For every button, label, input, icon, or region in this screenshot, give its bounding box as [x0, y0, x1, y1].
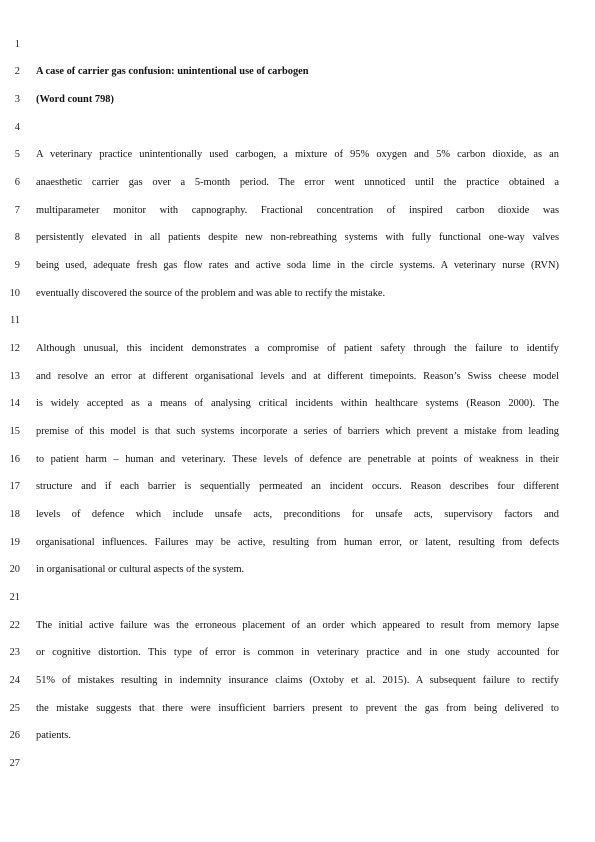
line-10: [0, 286, 595, 302]
line-number: 19: [9, 537, 20, 548]
line-9: [0, 258, 595, 274]
line-number: 13: [9, 371, 20, 382]
line-25: [0, 701, 595, 717]
body-text-line: levels of defence which include unsafe acts, preconditions for unsafe acts, supervisory factors and: [36, 509, 559, 520]
line-1: [0, 37, 595, 53]
line-number: 6: [14, 177, 20, 188]
body-text-line: premise of this model is that such systems incorporate a series of barriers which prevent a mistake from leading: [36, 426, 559, 437]
line-8: [0, 230, 595, 246]
line-21: [0, 590, 595, 606]
line-17: [0, 479, 595, 495]
line-4: [0, 120, 595, 136]
line-number: 8: [14, 232, 20, 243]
body-text-line: anaesthetic carrier gas over a 5-month period. The error went unnoticed until the practice obtained a: [36, 177, 559, 188]
body-text-line: or cognitive distortion. This type of error is common in veterinary practice and in one study accounted for: [36, 647, 559, 658]
body-text-line: structure and if each barrier is sequentially permeated an incident occurs. Reason describes four different: [36, 481, 559, 492]
line-16: [0, 452, 595, 468]
line-18: [0, 507, 595, 523]
word-count: (Word count 798): [36, 94, 114, 105]
line-27: [0, 756, 595, 772]
line-number: 20: [9, 564, 20, 575]
line-number: 7: [14, 205, 20, 216]
line-number: 25: [9, 703, 20, 714]
line-24: [0, 673, 595, 689]
body-text-line: to patient harm – human and veterinary. These levels of defence are penetrable at points of weakness in their: [36, 454, 559, 465]
line-number: 14: [9, 398, 20, 409]
line-number: 5: [14, 149, 20, 160]
body-text-line: the mistake suggests that there were insufficient barriers present to prevent the gas from being delivered to: [36, 703, 559, 714]
line-2: [0, 64, 595, 80]
line-22: [0, 618, 595, 634]
line-number: 12: [9, 343, 20, 354]
body-text-line: persistently elevated in all patients despite new non-rebreathing systems with fully functional one-way valves: [36, 232, 559, 243]
line-number: 15: [9, 426, 20, 437]
line-11: [0, 313, 595, 329]
line-number: 27: [9, 758, 20, 769]
body-text-line: being used, adequate fresh gas flow rates and active soda lime in the circle systems. A veterinary nurse (RVN): [36, 260, 559, 271]
line-number: 24: [9, 675, 20, 686]
body-text-line: patients.: [36, 730, 71, 741]
line-13: [0, 369, 595, 385]
body-text-line: is widely accepted as a means of analysing critical incidents within healthcare systems (Reason 2000). The: [36, 398, 559, 409]
line-7: [0, 203, 595, 219]
line-number: 22: [9, 620, 20, 631]
line-number: 2: [14, 66, 20, 77]
paper-title: A case of carrier gas confusion: unintentional use of carbogen: [36, 66, 309, 77]
line-15: [0, 424, 595, 440]
line-20: [0, 562, 595, 578]
body-text-line: in organisational or cultural aspects of the system.: [36, 564, 245, 575]
line-number: 9: [14, 260, 20, 271]
body-text-line: A veterinary practice unintentionally used carbogen, a mixture of 95% oxygen and 5% carbon dioxide, as an: [36, 149, 559, 160]
line-number: 4: [14, 122, 20, 133]
body-text-line: 51% of mistakes resulting in indemnity insurance claims (Oxtoby et al. 2015). A subsequent failure to rectify: [36, 675, 559, 686]
line-6: [0, 175, 595, 191]
line-number: 3: [14, 94, 20, 105]
body-text-line: The initial active failure was the erroneous placement of an order which appeared to result from memory lapse: [36, 620, 559, 631]
line-number: 17: [9, 481, 20, 492]
line-number: 11: [9, 315, 20, 326]
line-number: 21: [9, 592, 20, 603]
line-14: [0, 396, 595, 412]
line-19: [0, 535, 595, 551]
line-number: 18: [9, 509, 20, 520]
line-5: [0, 147, 595, 163]
line-12: [0, 341, 595, 357]
line-23: [0, 645, 595, 661]
body-text-line: eventually discovered the source of the problem and was able to rectify the mistake.: [36, 288, 386, 299]
line-number: 1: [14, 39, 20, 50]
body-text-line: multiparameter monitor with capnography. Fractional concentration of inspired carbon dioxide was: [36, 205, 559, 216]
line-3: [0, 92, 595, 108]
line-number: 16: [9, 454, 20, 465]
line-number: 10: [9, 288, 20, 299]
line-26: [0, 728, 595, 744]
line-number: 23: [9, 647, 20, 658]
line-number: 26: [9, 730, 20, 741]
body-text-line: organisational influences. Failures may be active, resulting from human error, or latent, resulting from defects: [36, 537, 559, 548]
body-text-line: Although unusual, this incident demonstrates a compromise of patient safety through the failure to identify: [36, 343, 559, 354]
body-text-line: and resolve an error at different organisational levels and at different timepoints. Reason’s Swiss cheese model: [36, 371, 559, 382]
